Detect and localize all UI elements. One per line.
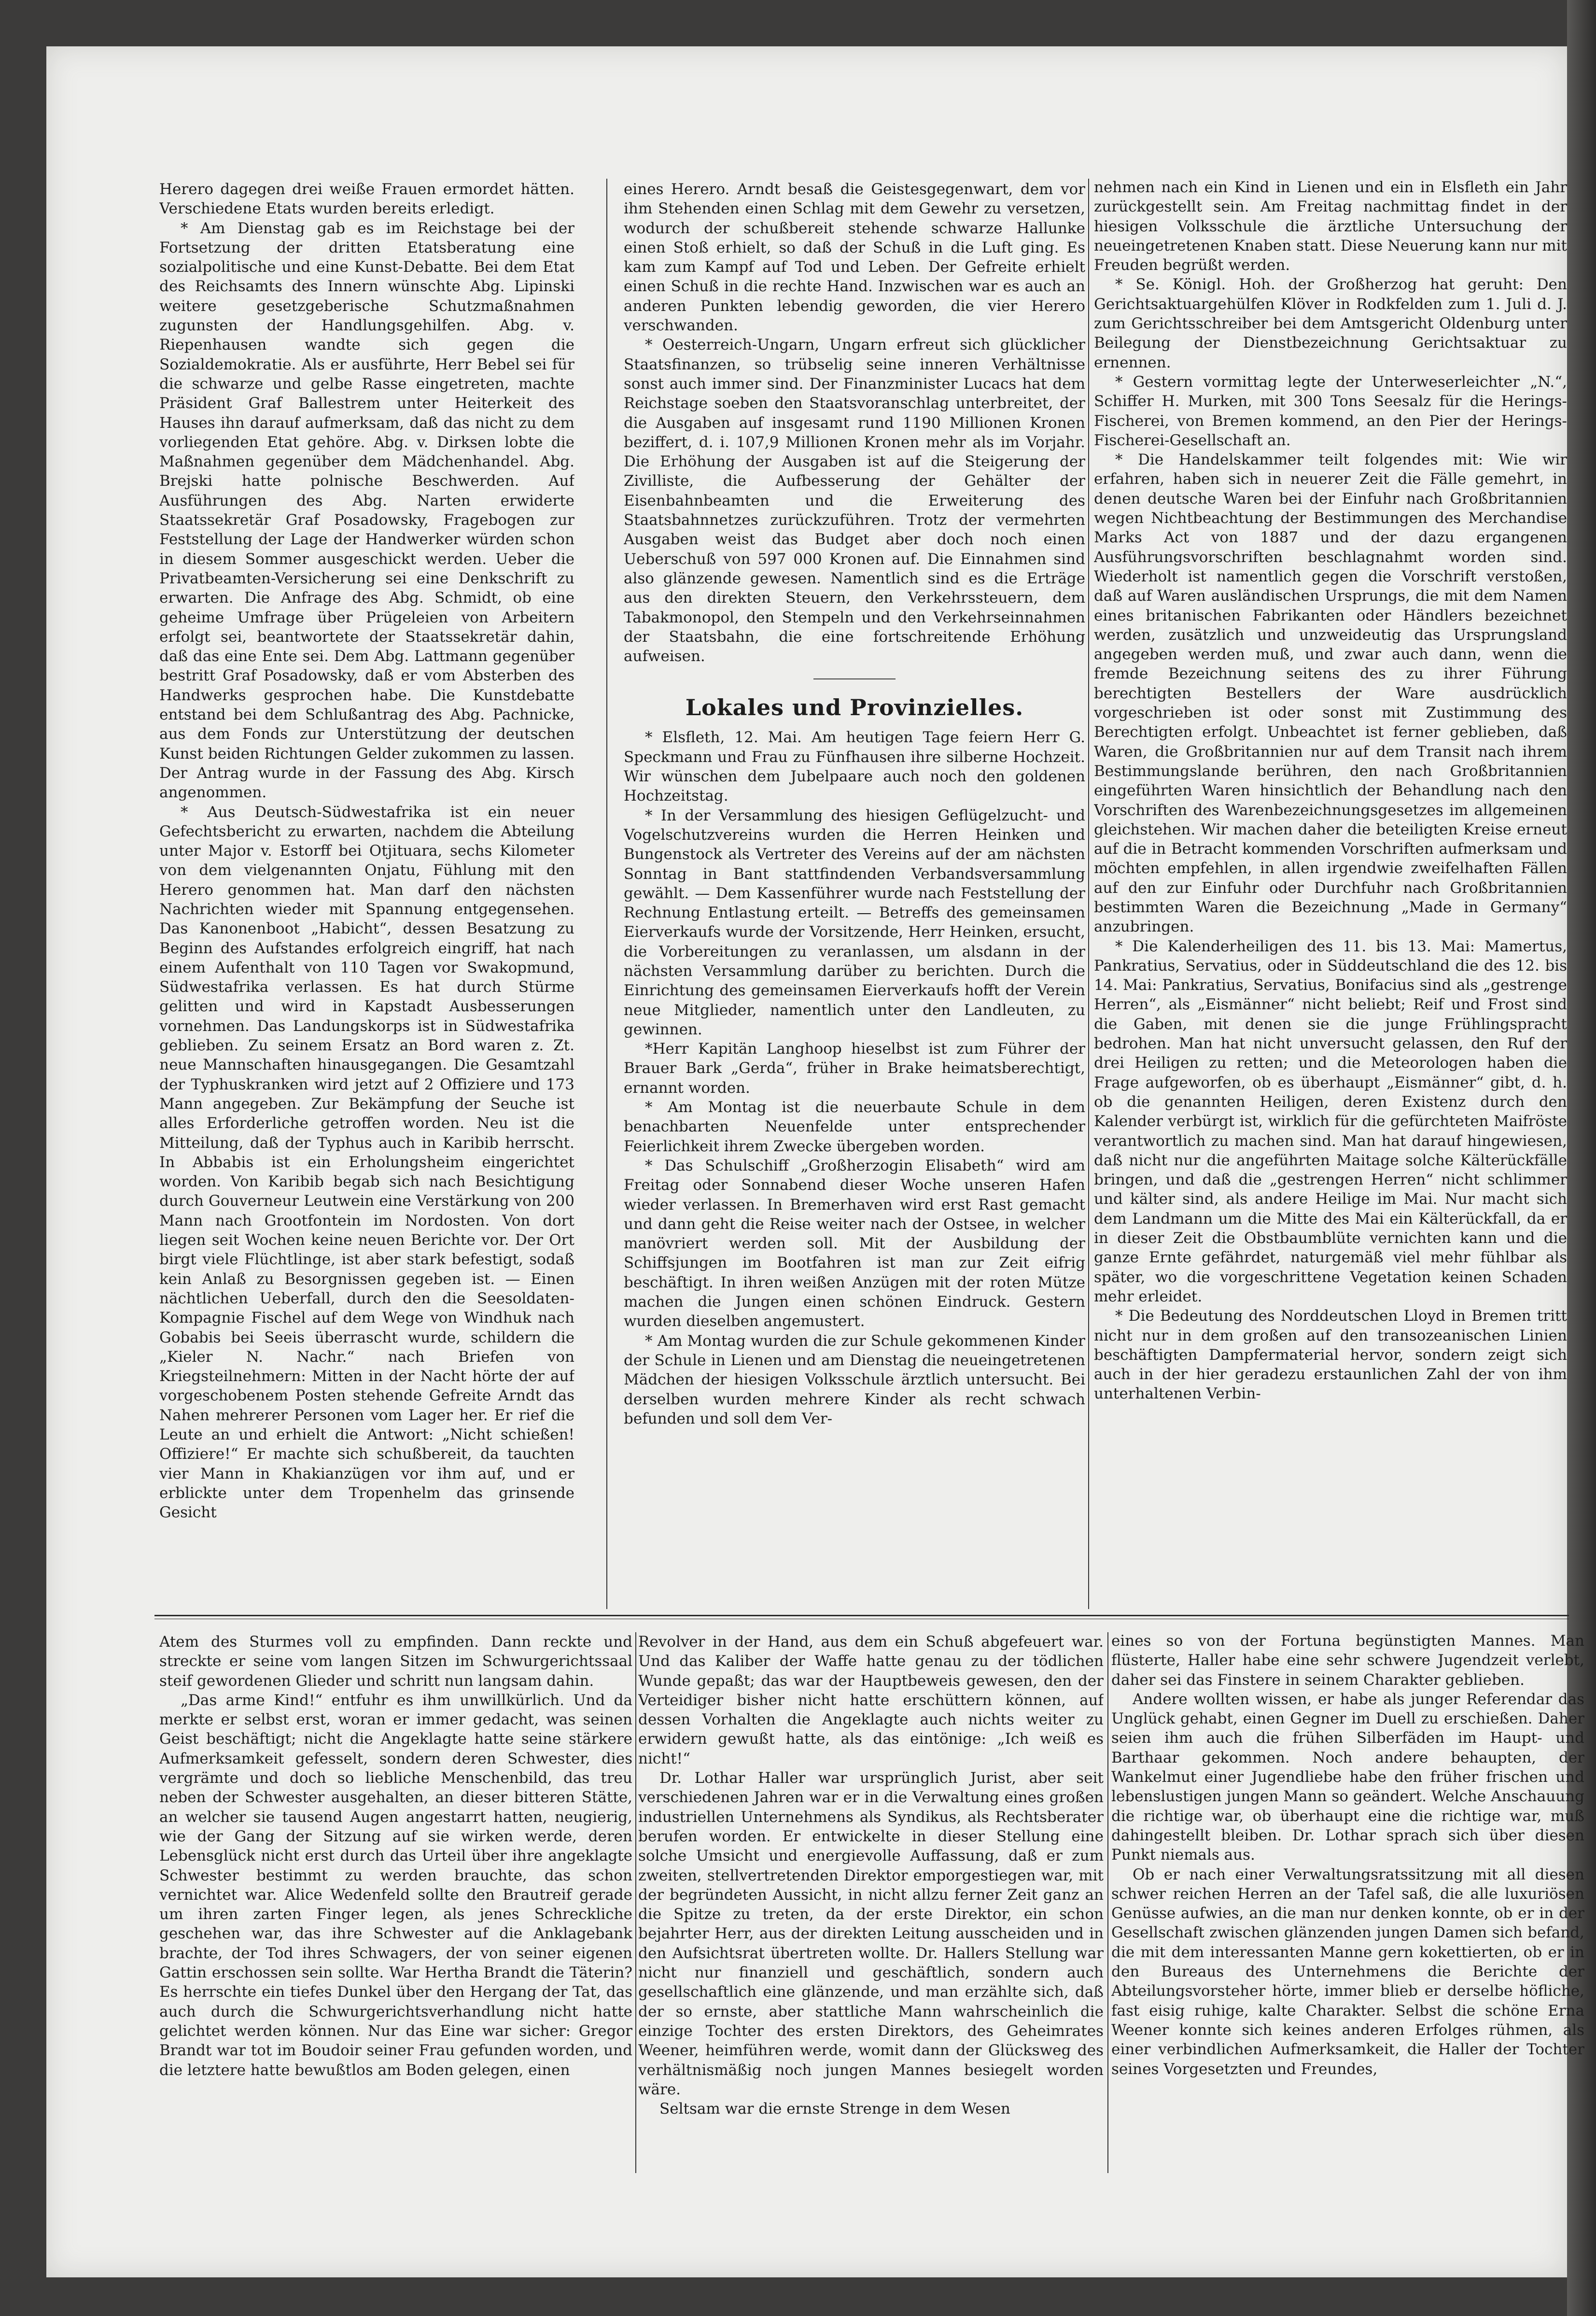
paragraph: * Elsfleth, 12. Mai. Am heutigen Tage feiern Herr G. Speckmann und Frau zu Fünfhausen ihre silberne Hochzeit. Wir wünschen dem Jubelpaare auch noch den goldenen Hochzeitstag.: [624, 729, 1085, 805]
paragraph: Atem des Sturmes voll zu empfinden. Dann reckte und streckte er seine vom langen Sitzen im Schwurgerichtssaal steif gewordenen Glieder und schritt nun langsam dahin.: [159, 1633, 632, 1690]
column-divider: [1088, 179, 1089, 1609]
paragraph: eines so von der Fortuna begünstigten Mannes. Man flüsterte, Haller habe eine sehr schwere Jugendzeit verlebt, daher sei das Finstere in seinem Charakter geblieben.: [1111, 1632, 1584, 1689]
column-divider: [1107, 1632, 1108, 2173]
paragraph: * Das Schulschiff „Großherzogin Elisabeth“ wird am Freitag oder Sonnabend dieser Woche unseren Hafen wieder verlassen. In Bremerhaven wird erst Rast gemacht und dann geht die Reise weiter nach der Ostsee, in welcher manövriert werden soll. Mit der Ausbildung der Schiffsjungen im Bootfahren ist man zur Zeit eifrig beschäftigt. In ihren weißen Anzügen mit der roten Mütze machen die Jungen einen schönen Eindruck. Gestern wurden dieselben angemustert.: [624, 1157, 1085, 1330]
paragraph: Seltsam war die ernste Strenge in dem Wesen: [659, 2100, 1010, 2118]
paragraph: * Die Kalenderheiligen des 11. bis 13. Mai: Mamertus, Pankratius, Servatius, oder in Süddeutschland die des 12. bis 14. Mai: Pankratius, Servatius, Bonifacius sind als „gestrenge Herren“, als „Eismänner“ nicht beliebt; Reif und Frost sind die Gaben, mit denen sie die junge Frühlingspracht bedrohen. Man hat nicht unversucht gelassen, den Ruf der drei Heiligen zu retten; und die Meteorologen haben die Frage aufgeworfen, ob es überhaupt „Eismänner“ gibt, d. h. ob die genannten Heiligen, deren Existenz durch den Kalender verbürgt ist, wirklich für die gefürchteten Maifröste verantwortlich zu machen sind. Man hat darauf hingewiesen, daß nicht nur die angeführten Maitage solche Kälterückfälle bringen, und daß die „gestrengen Herren“ nicht schlimmer und kälter sind, als andere Heilige im Mai. Nur macht sich dem Landmann um die Mitte des Mai ein Kälterückfall, da er in dieser Zeit die Obstbaumblüte vernichten kann und die ganze Ernte gefährdet, naturgemäß viel mehr fühlbar als später, wo die vorgeschrittene Vegetation keinen Schaden mehr erleidet.: [1094, 937, 1567, 1305]
paragraph: eines Herero. Arndt besaß die Geistesgegenwart, dem vor ihm Stehenden einen Schlag mit dem Gewehr zu versetzen, wodurch der schußbereit stehende schwarze Hallunke einen Stoß erhielt, so daß der Schuß in die Luft ging. Es kam zum Kampf auf Tod und Leben. Der Gefreite erhielt einen Schuß in die rechte Hand. Inzwischen war es auch an anderen Punkten lebendig geworden, die vier Herero verschwanden.: [624, 181, 1085, 335]
feuilleton-column-2: [638, 1632, 1104, 2173]
paragraph: * Am Dienstag gab es im Reichstage bei der Fortsetzung der dritten Etatsberatung eine sozialpolitische und eine Kunst-Debatte. Bei dem Etat des Reichsamts des Innern wünschte Abg. Lipinski weitere gesetzgeberische Schutzmaßnahmen zugunsten der Handlungsgehilfen. Abg. v. Riepenhausen wandte sich gegen die Sozialdemokratie. Als er ausführte, Herr Bebel sei für die schwarze und gelbe Rasse eingetreten, machte Präsident Graf Ballestrem unter Heiterkeit des Hauses ihn darauf aufmerksam, daß das nicht zu dem vorliegenden Etat gehöre. Abg. v. Dirksen lobte die Maßnahmen gegenüber dem Mädchenhandel. Abg. Brejski hatte polnische Beschwerden. Auf Ausführungen des Abg. Narten erwiderte Staatssekretär Graf Posadowsky, Fragebogen zur Feststellung der Lage der Handwerker würden schon in diesem Sommer ausgeschickt werden. Ueber die Privatbeamten-Versicherung sei eine Denkschrift zu erwarten. Die Anfrage des Abg. Schmidt, ob eine geheime Umfrage über Prügeleien von Arbeitern erfolgt sei, beantwortete der Staatssekretär dahin, daß das eine Ente sei. Dem Abg. Lattmann gegenüber bestritt Graf Posadowsky, daß er vom Absterben des Handwerks gesprochen habe. Die Kunstdebatte entstand bei dem Schlußantrag des Abg. Pachnicke, aus dem Fonds zur Unterstützung der deutschen Kunst beiden Richtungen Gelder zukommen zu lassen. Der Antrag wurde in der Fassung des Abg. Kirsch angenommen.: [159, 219, 574, 802]
paragraph: * Aus Deutsch-Südwestafrika ist ein neuer Gefechtsbericht zu erwarten, nachdem die Abteilung unter Major v. Estorff bei Otjituara, sechs Kilometer von dem vielgenannten Onjatu, Fühlung mit den Herero genommen hat. Man darf den nächsten Nachrichten wieder mit Spannung entgegensehen. Das Kanonenboot „Habicht“, dessen Besatzung zu Beginn des Aufstandes erfolgreich eingriff, hat nach einem Aufenthalt von 110 Tagen vor Swakopmund, Südwestafrika verlassen. Es hat durch Stürme gelitten und wird in Kapstadt Ausbesserungen vornehmen. Das Landungskorps ist in Südwestafrika geblieben. Zu seinem Ersatz an Bord waren z. Zt. neue Mannschaften hinausgegangen. Die Gesamtzahl der Typhuskranken wird jetzt auf 2 Offiziere und 173 Mann angegeben. Zur Bekämpfung der Seuche ist alles Erforderliche getroffen worden. Neu ist die Mitteilung, daß der Typhus auch in Karibib herrscht. In Abbabis ist ein Erholungsheim eingerichtet worden. Von Karibib begab sich nach Besichtigung durch Gouverneur Leutwein eine Verstärkung von 200 Mann nach Grootfontein im Nordosten. Von dort liegen seit Wochen keine neuen Berichte vor. Der Ort birgt viele Flüchtlinge, ist aber stark befestigt, sodaß kein Anlaß zu Besorgnissen gegeben ist. — Einen nächtlichen Ueberfall, durch den die Seesoldaten-Kompagnie Fischel auf dem Wege von Windhuk nach Gobabis bei Seeis überrascht wurde, schildern die „Kieler N. Nachr.“ nach Briefen von Kriegsteilnehmern: Mitten in der Nacht hörte der auf vorgeschobenem Posten stehende Gefreite Arndt das Nahen mehrerer Personen vom Lager her. Er rief die Leute an und erhielt die Antwort: „Nicht schießen! Offiziere!“ Er machte sich schußbereit, da tauchten vier Mann in Khakianzügen vor ihm auf, und er erblickte unter dem Tropenhelm das grinsende Gesicht: [159, 803, 574, 1522]
upper-column-3: [1094, 178, 1567, 1607]
upper-column-1: [159, 180, 574, 1609]
feuilleton-column-1: [159, 1632, 632, 2173]
column-divider: [606, 179, 607, 1609]
paragraph: * Am Montag wurden die zur Schule gekommenen Kinder der Schule in Lienen und am Dienstag die neueingetretenen Mädchen der hiesigen Volksschule ärztlich untersucht. Bei derselben wurden mehrere Kinder als recht schwach befunden und soll dem Ver-: [624, 1332, 1085, 1427]
column-divider: [635, 1632, 636, 2173]
paragraph: * Gestern vormittag legte der Unterweserleichter „N.“, Schiffer H. Murken, mit 300 Tons Seesalz für die Herings-Fischerei, von Bremen kommend, an den Pier der Herings-Fischerei-Gesellschaft an.: [1094, 373, 1567, 449]
paragraph: Ob er nach einer Verwaltungsratssitzung mit all diesen schwer reichen Herren an der Tafel saß, die alle luxuriösen Genüsse aufwies, an die man nur denken konnte, ob er in der Gesellschaft zwischen glänzenden jungen Damen sich befand, die mit dem interessanten Manne gern kokettierten, ob er in den Bureaus des Unternehmens die Berichte der Abteilungsvorsteher hörte, immer blieb er derselbe höfliche, fast eisig ruhige, kalte Charakter. Selbst die schöne Erna Weener konnte sich keines anderen Erfolges rühmen, als einer verbindlichen Aufmerksamkeit, die Haller der Tochter seines Vorgesetzten und Freundes,: [1111, 1865, 1584, 2078]
section-heading: Lokales und Provinzielles.: [685, 694, 1024, 721]
paragraph: *Herr Kapitän Langhoop hieselbst ist zum Führer der Brauer Bark „Gerda“, früher in Brake heimatsberechtigt, ernannt worden.: [624, 1040, 1085, 1097]
upper-column-2: [624, 180, 1085, 1609]
paragraph: * Am Montag ist die neuerbaute Schule in dem benachbarten Neuenfelde unter entsprechender Feierlichkeit ihrem Zwecke übergeben worden.: [624, 1099, 1085, 1155]
paragraph: * In der Versammlung des hiesigen Geflügelzucht- und Vogelschutzvereins wurden die Herren Heinken und Bungenstock als Vertreter des Vereins auf der am nächsten Sonntag in Bant stattfindenden Verbandsversammlung gewählt. — Dem Kassenführer wurde nach Feststellung der Rechnung Entlastung erteilt. — Betreffs des gemeinsamen Eierverkaufs wurde der Vorsitzende, Herr Heinken, ersucht, die Vorbereitungen zu veranlassen, um alsdann in der nächsten Versammlung darüber zu berichten. Durch die Einrichtung des gemeinsamen Eierverkaufs hofft der Verein neue Mitglieder, namentlich unter den Landleuten, zu gewinnen.: [624, 806, 1085, 1038]
feuilleton-column-3: [1111, 1631, 1584, 2172]
paragraph: „Das arme Kind!“ entfuhr es ihm unwillkürlich. Und da merkte er selbst erst, woran er immer gedacht, was seinen Geist beschäftigt; nicht die Angeklagte hatte seine stärkere Aufmerksamkeit gefesselt, sondern deren Schwester, dies vergrämte und doch so liebliche Menschenbild, das treu neben der Schwester ausgehalten, an dieser bitteren Stätte, an welcher sie tausend Augen angestarrt hatten, neugierig, wie der Gang der Sitzung auf sie wirken werde, deren Lebensglück nicht erst durch das Urteil über ihre angeklagte Schwester bestimmt zu werden brauchte, das schon vernichtet war. Alice Wedenfeld sollte den Brautreif gerade um ihren zarten Finger legen, als jenes Schreckliche geschehen war, das ihre Schwester auf die Anklagebank brachte, der Tod ihres Schwagers, der von seiner eigenen Gattin erschossen sein sollte. War Hertha Brandt die Täterin? Es herrschte ein tiefes Dunkel über den Hergang der Tat, das auch durch die Schwurgerichtsverhandlung nicht hatte gelichtet werden können. Nur das Eine war sicher: Gregor Brandt war tot im Boudoir seiner Frau gefunden worden, und die letztere hatte bewußtlos am Boden gelegen, einen: [159, 1691, 632, 2079]
separator-rule: [813, 678, 896, 679]
paragraph: * Die Bedeutung des Norddeutschen Lloyd in Bremen tritt nicht nur in dem großen auf den transozeanischen Linien beschäftigten Dampfermaterial hervor, sondern zeigt sich auch in der hier geradezu erstaunlichen Zahl der von ihm unterhaltenen Verbin-: [1094, 1307, 1567, 1403]
paragraph: Revolver in der Hand, aus dem ein Schuß abgefeuert war. Und das Kaliber der Waffe hatte genau zu der tödlichen Wunde gepaßt; das war der Hauptbeweis gewesen, den der Verteidiger bisher nicht hatte erschüttern können, auf dessen Vorhalten die Angeklagte auch nichts weiter zu erwidern gewußt hatte, als das eintönige: „Ich weiß es nicht!“: [638, 1633, 1104, 1767]
paragraph: Andere wollten wissen, er habe als junger Referendar das Unglück gehabt, einen Gegner im Duell zu erschießen. Daher seien ihm auch die frühen Silberfäden im Haupt- und Barthaar gekommen. Noch andere behaupten, der Wankelmut einer Jugendliebe habe den früher frischen und lebenslustigen jungen Mann so geändert. Welche Anschauung die richtige war, ob überhaupt eine die richtige war, muß dahingestellt bleiben. Dr. Lothar sprach sich über diesen Punkt niemals aus.: [1111, 1690, 1584, 1864]
feuilleton-divider: [154, 1615, 1569, 1616]
paragraph: Herero dagegen drei weiße Frauen ermordet hätten. Verschiedene Etats wurden bereits erledigt.: [159, 181, 574, 218]
paragraph: Dr. Lothar Haller war ursprünglich Jurist, aber seit verschiedenen Jahren war er in die Verwaltung eines großen industriellen Unternehmens als Syndikus, als Rechtsberater berufen worden. Er entwickelte in dieser Stellung eine solche Umsicht und energievolle Auffassung, daß er zum zweiten, stellvertretenden Direktor emporgestiegen war, mit der begründeten Aussicht, in nicht allzu ferner Zeit ganz an die Spitze zu treten, da der erste Direktor, ein schon bejahrter Herr, aus der direkten Leitung ausscheiden und in den Aufsichtsrat übertreten wollte. Dr. Hallers Stellung war nicht nur finanziell und geschäftlich, sondern auch gesellschaftlich eine glänzende, und man erzählte sich, daß der so ernste, aber stattliche Mann wahrscheinlich die einzige Tochter des ersten Direktors, des Geheimrates Weener, heimführen werde, womit dann der Glücksweg des verhältnismäßig noch jungen Mannes besiegelt worden wäre.: [638, 1769, 1104, 2098]
paragraph: * Oesterreich-Ungarn, Ungarn erfreut sich glücklicher Staatsfinanzen, so trübselig seine inneren Verhältnisse sonst auch immer sind. Der Finanzminister Lucacs hat dem Reichstage soeben den Staatsvoranschlag unterbreitet, der die Ausgaben auf insgesamt rund 1190 Millionen Kronen beziffert, d. i. 107,9 Millionen Kronen mehr als im Vorjahr. Die Erhöhung der Ausgaben ist auf die Steigerung der Zivilliste, die Aufbesserung der Gehälter der Eisenbahnbeamten und die Erweiterung des Staatsbahnnetzes zurückzuführen. Trotz der vermehrten Ausgaben weist das Budget aber doch noch einen Ueberschuß von 597 000 Kronen auf. Die Einnahmen sind also glänzende gewesen. Namentlich sind es die Erträge aus den direkten Steuern, den Verkehrssteuern, dem Tabakmonopol, den Stempeln und den Verkehrseinnahmen der Staatsbahn, die eine fortschreitende Erhöhung aufweisen.: [624, 336, 1085, 665]
paragraph: * Se. Königl. Hoh. der Großherzog hat geruht: Den Gerichtsaktuargehülfen Klöver in Rodkfelden zum 1. Juli d. J. zum Gerichtsschreiber bei dem Amtsgericht Oldenburg unter Beilegung der Dienstbezeichnung Gerichtsaktuar zu ernennen.: [1094, 276, 1567, 371]
paragraph: * Die Handelskammer teilt folgendes mit: Wie wir erfahren, haben sich in neuerer Zeit die Fälle gemehrt, in denen deutsche Waren bei der Einfuhr nach Großbritannien wegen Nichtbeachtung der Bestimmungen des Merchandise Marks Act von 1887 und der dazu ergangenen Ausführungsvorschriften beschlagnahmt worden sind. Wiederholt ist namentlich gegen die Vorschrift verstoßen, daß auf Waren ausländischen Ursprungs, die mit dem Namen eines britanischen Fabrikanten oder Händlers bezeichnet werden, zusätzlich und unzweideutig das Ursprungsland angegeben werden muß, und zwar auch dann, wenn die fremde Bezeichnung seitens des zu ihrer Führung berechtigten Bestellers der Ware ausdrücklich vorgeschrieben ist oder sonst mit Zustimmung des Berechtigten erfolgt. Unbeachtet ist ferner geblieben, daß Waren, die Großbritannien nur auf dem Transit nach ihrem Bestimmungslande berühren, den nach Großbritannien eingeführten Waren hinsichtlich der Behandlung nach den Vorschriften des Warenbezeichnungsgesetzes im allgemeinen gleichstehen. Wir machen daher die beteiligten Kreise erneut auf die in Betracht kommenden Vorschriften aufmerksam und möchten empfehlen, in allen irgendwie zweifelhaften Fällen auf den zur Einfuhr oder Durchfuhr nach Großbritannien bestimmten Waren die Bezeichnung „Made in Germany“ anzubringen.: [1094, 451, 1567, 936]
paragraph: nehmen nach ein Kind in Lienen und ein in Elsfleth ein Jahr zurückgestellt sein. Am Freitag nachmittag findet in der hiesigen Volksschule die ärztliche Untersuchung der neueingetretenen Knaben statt. Diese Neuerung kann nur mit Freuden begrüßt werden.: [1094, 179, 1567, 274]
